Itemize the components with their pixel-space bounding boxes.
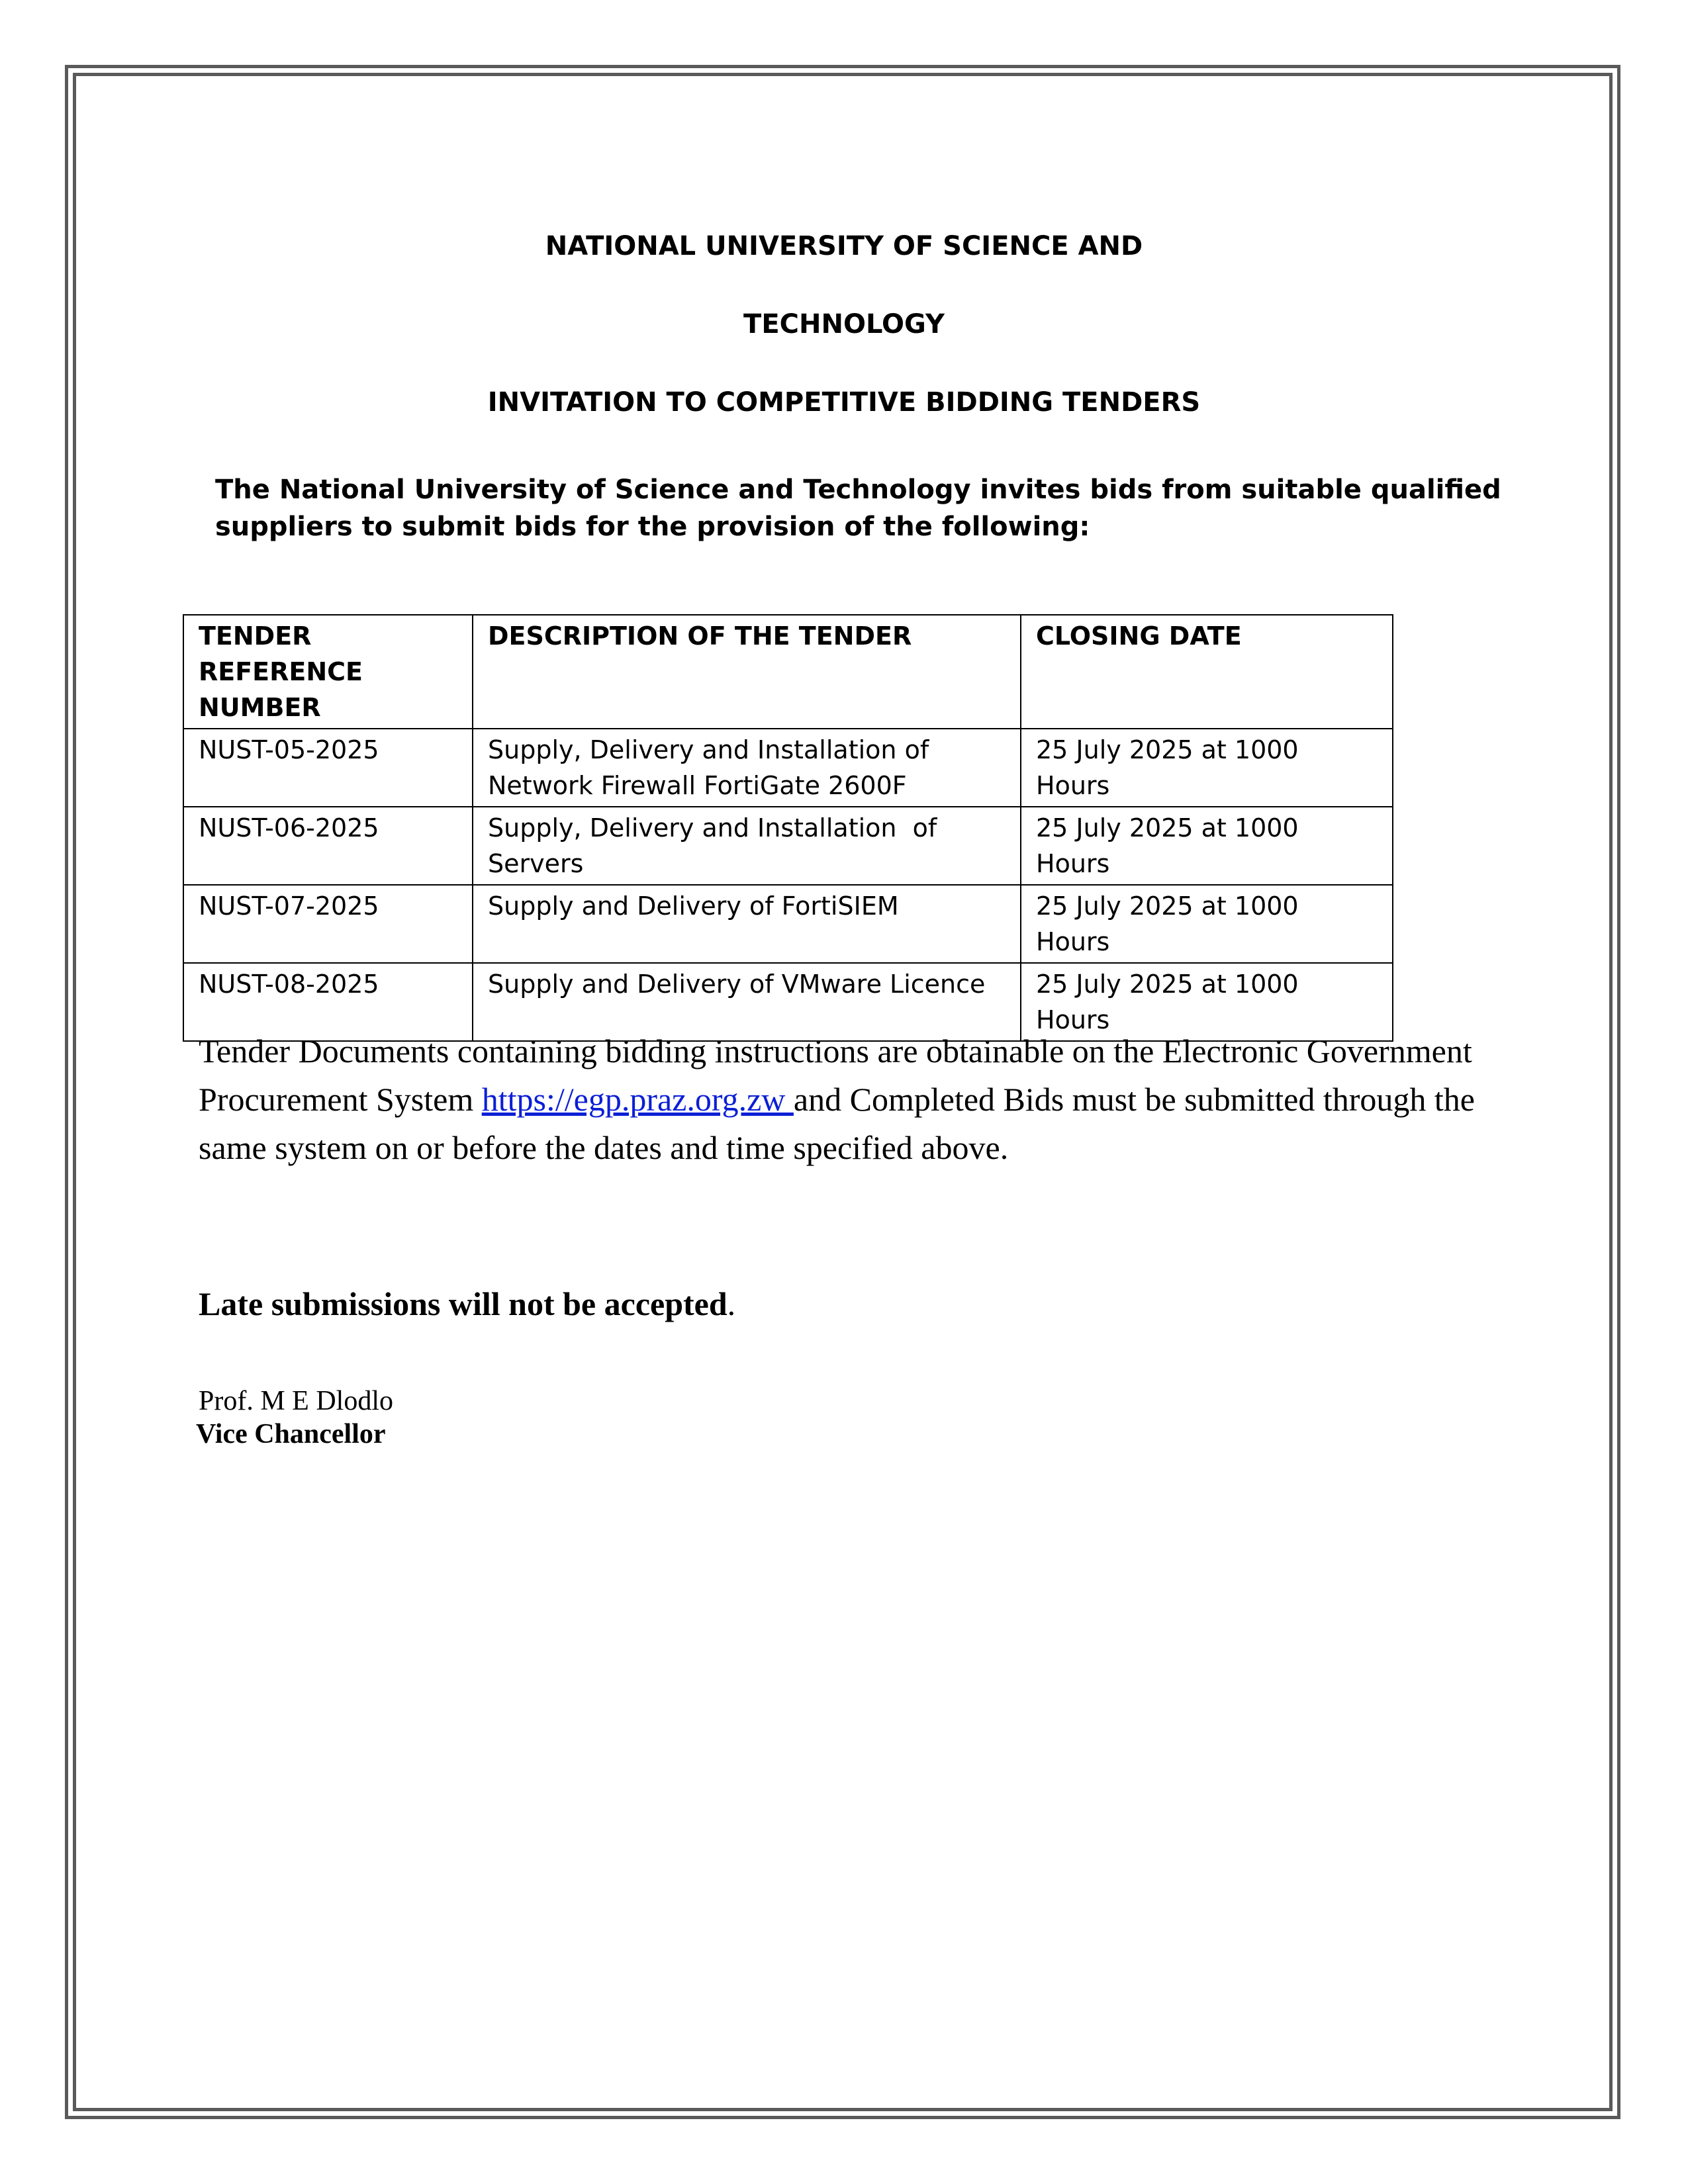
header-description: DESCRIPTION OF THE TENDER xyxy=(473,615,1021,729)
instructions-paragraph xyxy=(199,1027,1523,1172)
cell-closing-date: 25 July 2025 at 1000 Hours xyxy=(1021,807,1393,885)
description-line1: Supply, Delivery and Installation of xyxy=(488,813,937,842)
header-ref-line1: TENDER REFERENCE xyxy=(199,621,363,686)
table-header-row xyxy=(183,615,1393,729)
signatory-title: Vice Chancellor xyxy=(196,1419,386,1449)
cell-closing-date: 25 July 2025 at 1000 Hours xyxy=(1021,729,1393,807)
cell-ref: NUST-05-2025 xyxy=(183,729,473,807)
table-row xyxy=(183,729,1393,807)
intro-line-2: suppliers to submit bids for the provision of the following: xyxy=(215,512,1090,542)
instructions-line-2-pre: Procurement System xyxy=(199,1081,482,1118)
description-line1: Supply, Delivery and Installation of xyxy=(488,735,929,764)
cell-description: Supply and Delivery of VMware Licence xyxy=(473,963,1021,1041)
late-notice-bold: Late submissions will not be accepted xyxy=(199,1285,727,1322)
header-tender-reference xyxy=(183,615,473,729)
late-notice-period: . xyxy=(727,1285,736,1322)
heading-university-line2: TECHNOLOGY xyxy=(743,309,945,340)
intro-line-1: The National University of Science and Technology invites bids from suitable qualified xyxy=(215,475,1501,505)
cell-ref: NUST-08-2025 xyxy=(183,963,473,1041)
header-ref-line2: NUMBER xyxy=(199,693,321,722)
tender-table xyxy=(183,614,1393,1042)
instructions-line-2 xyxy=(199,1075,1523,1124)
instructions-line-2-post: and Completed Bids must be submitted through the xyxy=(793,1081,1475,1118)
instructions-line-3: same system on or before the dates and time specified above. xyxy=(199,1129,1009,1166)
signatory-name: Prof. M E Dlodlo xyxy=(199,1386,393,1416)
cell-description xyxy=(473,729,1021,807)
description-line2: Network Firewall FortiGate 2600F xyxy=(488,771,907,800)
instructions-line-1: Tender Documents containing bidding instructions are obtainable on the Electronic Government xyxy=(199,1032,1472,1069)
cell-ref: NUST-06-2025 xyxy=(183,807,473,885)
cell-description: Supply and Delivery of FortiSIEM xyxy=(473,885,1021,963)
cell-closing-date: 25 July 2025 at 1000 Hours xyxy=(1021,963,1393,1041)
cell-ref: NUST-07-2025 xyxy=(183,885,473,963)
table-row xyxy=(183,885,1393,963)
cell-description xyxy=(473,807,1021,885)
heading-university-line1: NATIONAL UNIVERSITY OF SCIENCE AND xyxy=(545,231,1143,261)
heading-invitation: INVITATION TO COMPETITIVE BIDDING TENDERS xyxy=(487,387,1201,418)
egp-portal-link[interactable]: https://egp.praz.org.zw xyxy=(481,1081,794,1118)
intro-paragraph xyxy=(215,471,1501,545)
description-line2: Servers xyxy=(488,849,584,878)
header-closing-date: CLOSING DATE xyxy=(1021,615,1393,729)
cell-closing-date: 25 July 2025 at 1000 Hours xyxy=(1021,885,1393,963)
table-row xyxy=(183,807,1393,885)
late-submission-notice xyxy=(199,1284,735,1324)
